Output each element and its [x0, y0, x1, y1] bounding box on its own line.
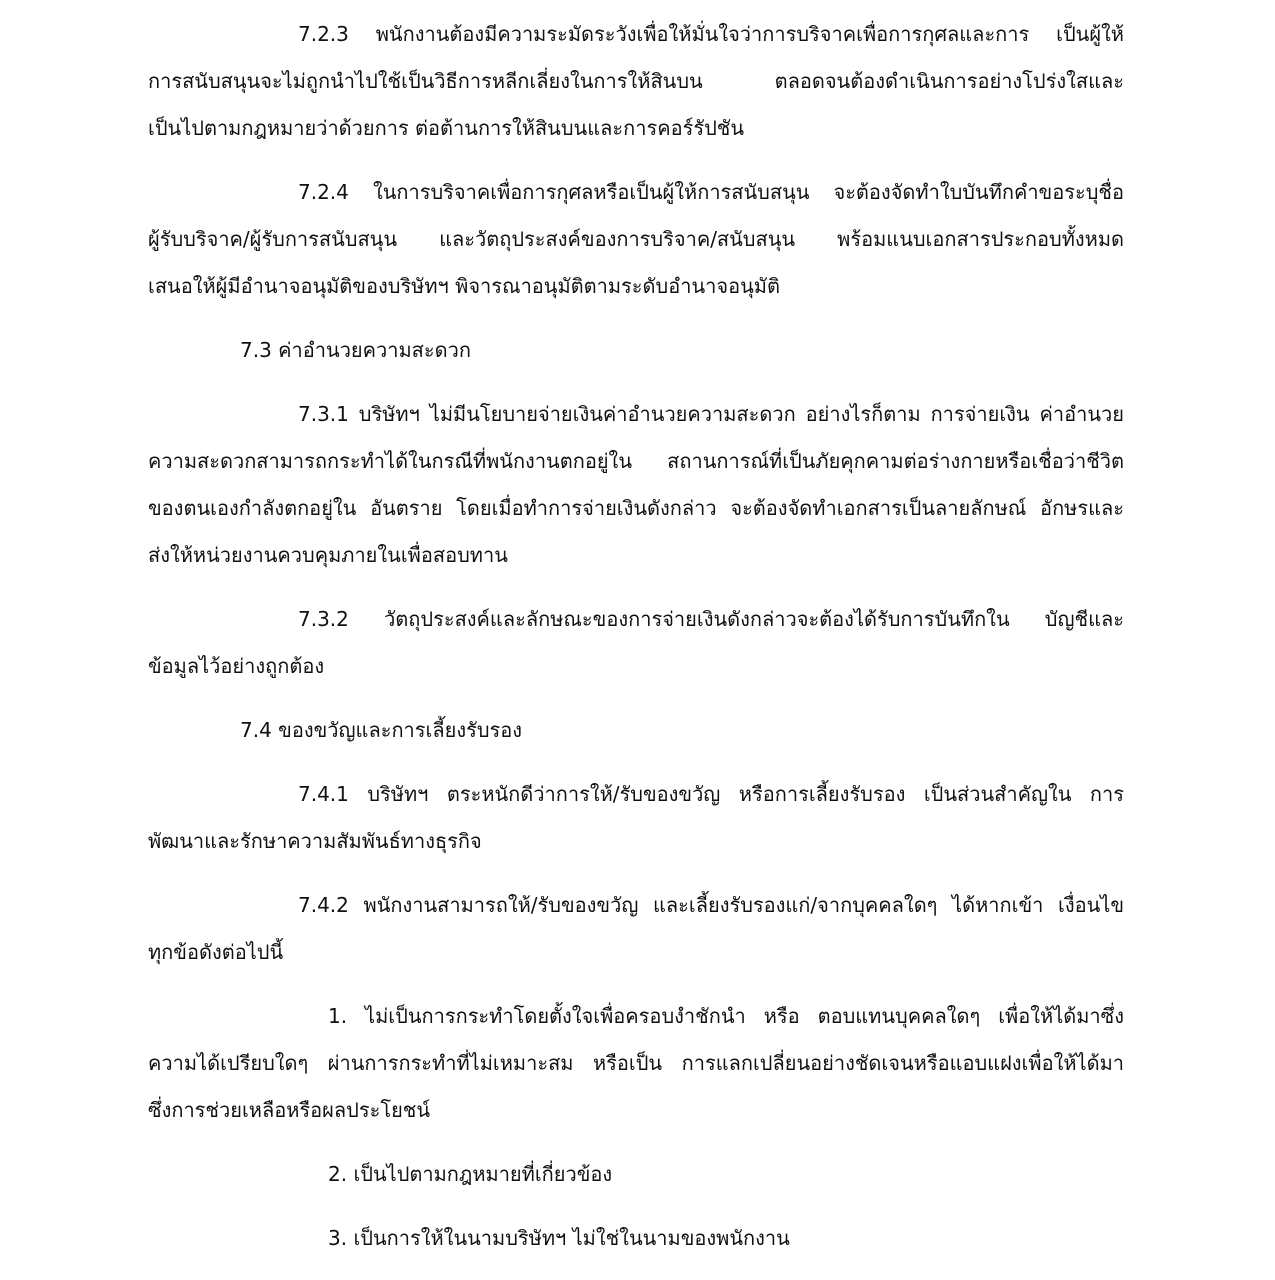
paragraph-7-2-3-line-1: 7.2.3 พนักงานต้องมีความระมัดระวังเพื่อให้มั่นใจว่าการบริจาคเพื่อการกุศลและการ เป็นผู้ให้ [298, 22, 1124, 46]
list-item-1-line-1: 1. ไม่เป็นการกระทำโดยตั้งใจเพื่อครอบงำชักนำ หรือ ตอบแทนบุคคลใดๆ เพื่อให้ได้มาซึ่ง [328, 1004, 1124, 1028]
paragraph-7-3-1-line-3: ของตนเองกำลังตกอยู่ใน อันตราย โดยเมื่อทำการจ่ายเงินดังกล่าว จะต้องจัดทำเอกสารเป็นลายลักษณ์ อักษรและ [148, 496, 1124, 520]
section-heading-7-4: 7.4 ของขวัญและการเลี้ยงรับรอง [240, 718, 523, 742]
paragraph-7-3-2-line-1: 7.3.2 วัตถุประสงค์และลักษณะของการจ่ายเงินดังกล่าวจะต้องได้รับการบันทึกใน บัญชีและ [298, 607, 1124, 631]
list-item-1-line-3: ซึ่งการช่วยเหลือหรือผลประโยชน์ [148, 1098, 431, 1122]
paragraph-7-4-1-line-2: พัฒนาและรักษาความสัมพันธ์ทางธุรกิจ [148, 829, 482, 853]
paragraph-7-4-2-line-1: 7.4.2 พนักงานสามารถให้/รับของขวัญ และเลี้ยงรับรองแก่/จากบุคคลใดๆ ได้หากเข้า เงื่อนไข [298, 893, 1124, 917]
paragraph-7-2-4-line-2: ผู้รับบริจาค/ผู้รับการสนับสนุน และวัตถุประสงค์ของการบริจาค/สนับสนุน พร้อมแนบเอกสารประกอบทั้งหมด [148, 227, 1124, 251]
list-item-1-line-2: ความได้เปรียบใดๆ ผ่านการกระทำที่ไม่เหมาะสม หรือเป็น การแลกเปลี่ยนอย่างชัดเจนหรือแอบแฝงเพื่อให้ได้มา [148, 1051, 1124, 1075]
list-item-2: 2. เป็นไปตามกฎหมายที่เกี่ยวข้อง [328, 1162, 613, 1186]
paragraph-7-4-2-line-2: ทุกข้อดังต่อไปนี้ [148, 940, 284, 964]
paragraph-7-2-4-line-3: เสนอให้ผู้มีอำนาจอนุมัติของบริษัทฯ พิจารณาอนุมัติตามระดับอำนาจอนุมัติ [148, 274, 780, 298]
paragraph-7-2-4-line-1: 7.2.4 ในการบริจาคเพื่อการกุศลหรือเป็นผู้ให้การสนับสนุน จะต้องจัดทำใบบันทึกคำขอระบุชื่อ [298, 180, 1124, 204]
paragraph-7-2-3-line-3: เป็นไปตามกฎหมายว่าด้วยการ ต่อต้านการให้สินบนและการคอร์รัปชัน [148, 116, 745, 140]
paragraph-7-3-1-line-1: 7.3.1 บริษัทฯ ไม่มีนโยบายจ่ายเงินค่าอำนวยความสะดวก อย่างไรก็ตาม การจ่ายเงิน ค่าอำนวย [298, 402, 1124, 426]
paragraph-7-3-2-line-2: ข้อมูลไว้อย่างถูกต้อง [148, 654, 325, 678]
paragraph-7-2-3-line-2: การสนับสนุนจะไม่ถูกนำไปใช้เป็นวิธีการหลีกเลี่ยงในการให้สินบน ตลอดจนต้องดำเนินการอย่างโปร่งใสและ [148, 69, 1124, 93]
paragraph-7-3-1-line-2: ความสะดวกสามารถกระทำได้ในกรณีที่พนักงานตกอยู่ใน สถานการณ์ที่เป็นภัยคุกคามต่อร่างกายหรือเชื่อว่าชีวิต [148, 449, 1124, 473]
list-item-3: 3. เป็นการให้ในนามบริษัทฯ ไม่ใช่ในนามของพนักงาน [328, 1226, 790, 1250]
paragraph-7-3-1-line-4: ส่งให้หน่วยงานควบคุมภายในเพื่อสอบทาน [148, 543, 508, 567]
paragraph-7-4-1-line-1: 7.4.1 บริษัทฯ ตระหนักดีว่าการให้/รับของขวัญ หรือการเลี้ยงรับรอง เป็นส่วนสำคัญใน การ [298, 782, 1124, 806]
section-heading-7-3: 7.3 ค่าอำนวยความสะดวก [240, 338, 471, 362]
